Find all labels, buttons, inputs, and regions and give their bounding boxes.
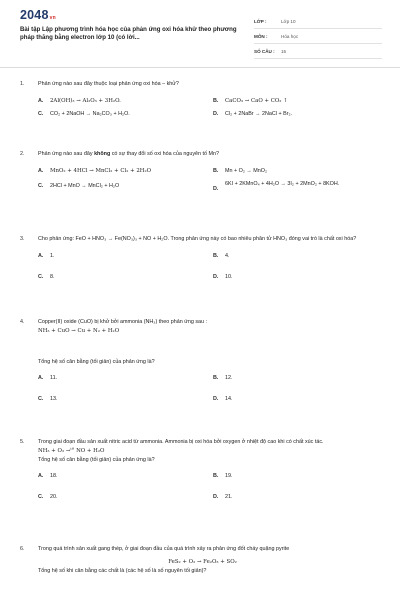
question-text: Phản ứng nào sau đây không có sự thay đổi số oxi hóa của nguyên tố Mn? [38, 151, 220, 157]
option-d[interactable]: D. 10. [213, 273, 233, 280]
option-c[interactable]: C. 2HCl + MnO → MnCl₂ + H₂O [38, 183, 120, 190]
meta-label: LỚP : [254, 18, 267, 24]
question-text: Phản ứng nào sau đây thuộc loại phản ứng oxi hóa – khử? [38, 81, 179, 87]
option-b[interactable]: B. CaCO₃ → CaO + CO₂ ↑ [213, 97, 288, 104]
option-c[interactable]: C. 8. [38, 273, 55, 280]
question-number: 6. [20, 546, 25, 552]
page-title: Bài tập Lập phương trình hóa học của phản ứng oxi hóa khử theo phương pháp thăng bằng electron lớp 10 (có lời... [20, 26, 237, 42]
option-d[interactable]: D. 14. [213, 396, 233, 403]
option-a[interactable]: A. 11. [38, 375, 58, 382]
option-c[interactable]: C. 13. [38, 396, 58, 403]
question-text: Trong quá trình sản xuất gang thép, ở giai đoạn đầu của quá trình xảy ra phản ứng đốt cháy quặng pyrite [38, 546, 290, 552]
question-number: 3. [20, 236, 25, 242]
question-text: Cho phản ứng: FeO + HNO₃ → Fe(NO₃)₃ + NO + H₂O. Trong phản ứng này có bao nhiêu phân tử HNO₃ đóng vai trò là chất oxi hóa? [38, 236, 357, 242]
option-c[interactable]: C. 20. [38, 494, 58, 501]
meta-value: Hóa học [281, 33, 299, 39]
reaction-equation: NH₃ + O₂ →ᵗ° NO + H₂O [38, 447, 105, 454]
option-b[interactable]: B. 12. [213, 375, 233, 382]
question-prompt: Tổng hệ số cân bằng (tối giản) của phản ứng là? [38, 456, 155, 463]
meta-label: SỐ CÂU : [254, 48, 275, 54]
option-c[interactable]: C. CO₂ + 2NaOH → Na₂CO₃ + H₂O. [38, 110, 130, 117]
question-2 [20, 150, 385, 194]
question-1 [20, 80, 385, 119]
question-prompt: Tổng hệ số khi cân bằng các chất là (các hệ số là số nguyên tối giản)? [38, 567, 207, 574]
reaction-equation: FeS₂ + O₂ → Fe₂O₃ + SO₂ [168, 558, 237, 565]
header-divider [0, 67, 400, 68]
meta-row-count [254, 44, 382, 59]
question-number: 4. [20, 319, 25, 325]
site-logo[interactable]: 2048vn [20, 8, 56, 22]
meta-value: Lớp 10 [281, 18, 296, 24]
meta-table [254, 14, 382, 59]
question-5 [20, 438, 385, 502]
option-d[interactable]: D. 6KI + 2KMnO₄ + 4H₂O → 3I₂ + 2MnO₂ + 8KOH. [213, 180, 340, 192]
question-number: 1. [20, 81, 25, 87]
question-6 [20, 545, 385, 575]
option-b[interactable]: B. 19. [213, 473, 233, 480]
option-a[interactable]: A. 18. [38, 473, 58, 480]
question-text: Copper(II) oxide (CuO) bị khử bởi ammonia (NH₃) theo phản ứng sau : [38, 319, 208, 325]
question-text: Trong giai đoạn đầu sản xuất nitric acid từ ammonia. Ammonia bị oxi hóa bởi oxygen ở nhiệt độ cao khi có chất xúc tác. [38, 439, 324, 445]
question-prompt: Tổng hệ số cân bằng (tối giản) của phản ứng là? [38, 358, 155, 365]
option-b[interactable]: B. Mn + O₂ → MnO₂ [213, 167, 268, 174]
option-b[interactable]: B. 4. [213, 252, 230, 259]
option-a[interactable]: A. MnO₂ + 4HCl → MnCl₂ + Cl₂ + 2H₂O [38, 167, 152, 174]
question-3 [20, 235, 385, 282]
meta-value: 15 [281, 48, 287, 54]
option-d[interactable]: D. Cl₂ + 2NaBr → 2NaCl + Br₂. [213, 110, 293, 117]
question-4 [20, 318, 385, 404]
reaction-equation: NH₃ + CuO → Cu + N₂ + H₂O [38, 327, 120, 334]
option-a[interactable]: A. 1. [38, 252, 55, 259]
meta-row-grade [254, 14, 382, 29]
header [0, 0, 400, 66]
option-d[interactable]: D. 21. [213, 494, 233, 501]
option-a[interactable]: A. 2Al(OH)₃ → Al₂O₃ + 3H₂O. [38, 97, 121, 104]
meta-label: MÔN : [254, 33, 268, 39]
question-number: 5. [20, 439, 25, 445]
question-number: 2. [20, 151, 25, 157]
meta-row-subject [254, 29, 382, 44]
